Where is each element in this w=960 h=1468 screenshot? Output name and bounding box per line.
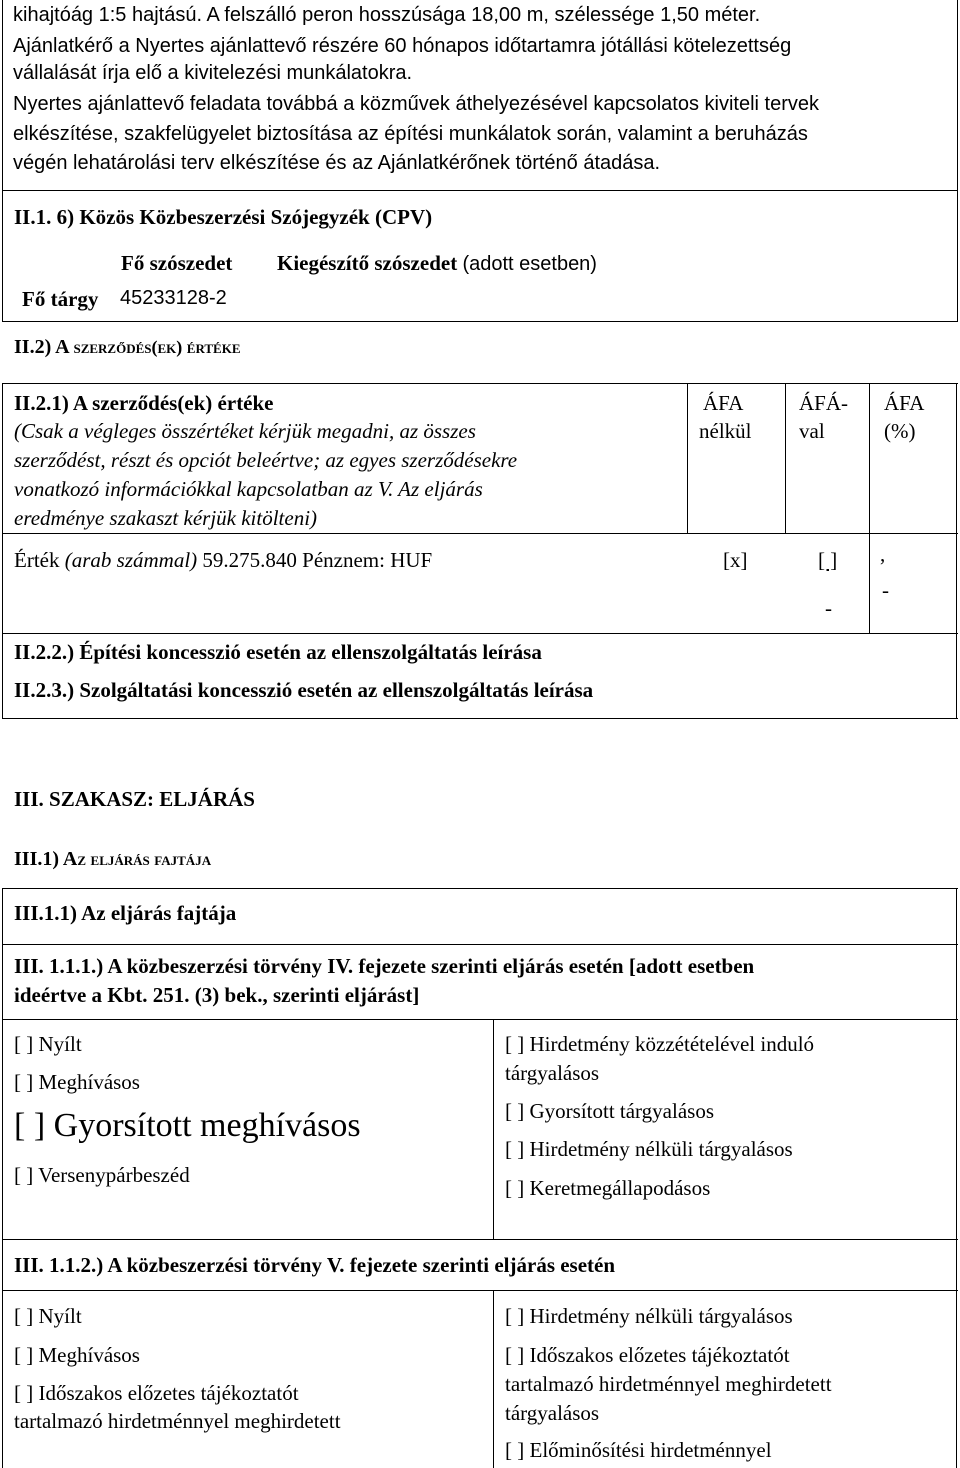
afa-pct-dash: - <box>882 578 889 602</box>
col-afa-nelkul-2: nélkül <box>699 419 752 443</box>
part-v-col-divider <box>493 1290 494 1468</box>
v-option-restricted[interactable]: [ ] Meghívásos <box>14 1343 140 1367</box>
value-table-bottom <box>2 718 958 719</box>
option-open[interactable]: [ ] Nyílt <box>14 1032 82 1056</box>
section-2-2-prefix: II.2) A <box>14 336 74 358</box>
description-line: végén lehatárolási terv elkészítése és az Ajánlatkérőnek történő átadása. <box>13 152 661 174</box>
procedure-left <box>2 888 3 1468</box>
value-amount: 59.275.840 <box>202 548 297 572</box>
description-line: elkészítése, szakfelügyelet biztosítása az építési munkálatok során, valamint a beruházás <box>13 123 808 145</box>
v-option-periodic-notice-cont: tartalmazó hirdetménnyel meghirdetett <box>14 1409 341 1433</box>
value-table-top <box>2 383 958 384</box>
description-line: Nyertes ajánlattevő feladata továbbá a közművek áthelyezésével kapcsolatos kiviteli tervek <box>13 93 819 115</box>
v-option-periodic-notice[interactable]: [ ] Időszakos előzetes tájékoztatót <box>14 1381 299 1405</box>
supp-vocab-title: Kiegészítő szószedet <box>277 251 458 275</box>
value-table-left <box>2 383 3 719</box>
checkbox-afa-val[interactable]: [ ] <box>818 548 838 572</box>
option-competitive-dialogue[interactable]: [ ] Versenypárbeszéd <box>14 1163 190 1187</box>
description-line: Ajánlatkérő a Nyertes ajánlattevő részére 60 hónapos időtartamra jótállási kötelezettség <box>13 35 792 57</box>
checkbox-afa-nelkul[interactable]: [x] <box>723 548 748 572</box>
value-label-note: (arab számmal) <box>64 548 198 572</box>
col-afa-val-1: ÁFÁ- <box>799 391 849 415</box>
section-3-title: III. SZAKASZ: ELJÁRÁS <box>14 787 255 811</box>
row-divider-1 <box>2 533 958 534</box>
main-object-code: 45233128-2 <box>120 287 227 309</box>
col-divider-3 <box>869 383 870 633</box>
v-option-open[interactable]: [ ] Nyílt <box>14 1304 82 1328</box>
option-framework[interactable]: [ ] Keretmegállapodásos <box>505 1176 711 1200</box>
part-iv-options-top <box>2 1019 958 1020</box>
option-accelerated-negotiated[interactable]: [ ] Gyorsított tárgyalásos <box>505 1099 714 1123</box>
option-negotiated-with-notice[interactable]: [ ] Hirdetmény közzétételével induló <box>505 1032 815 1056</box>
v-option-negotiated-without-notice[interactable]: [ ] Hirdetmény nélküli tárgyalásos <box>505 1304 793 1328</box>
main-object-label: Fő tárgy <box>22 287 99 311</box>
value-note-line: (Csak a végleges összértéket kérjük megadni, az összes <box>14 419 476 443</box>
value-note-line: szerződést, részt és opciót beleértve; az egyes szerződésekre <box>14 448 518 472</box>
supp-vocab-label <box>277 251 597 276</box>
part-v-top <box>2 1239 958 1240</box>
section-3-1-prefix: III.1) A <box>14 848 78 870</box>
col-afa-pct-1: ÁFA <box>884 391 925 415</box>
cpv-heading: II.1. 6) Közös Közbeszerzési Szójegyzék (CPV) <box>14 205 433 229</box>
part-iv-top <box>2 944 958 945</box>
procedure-right <box>956 888 957 1468</box>
option-accelerated-restricted[interactable]: [ ] Gyorsított meghívásos <box>14 1107 361 1144</box>
col-divider-2 <box>785 383 786 533</box>
section-3-1-heading <box>14 848 211 871</box>
main-vocab-label: Fő szószedet <box>121 251 233 275</box>
v-option-periodic-negotiated-cont2: tárgyalásos <box>505 1401 600 1425</box>
option-negotiated-with-notice-cont: tárgyalásos <box>505 1061 600 1085</box>
service-concession: II.2.3.) Szolgáltatási koncesszió esetén az ellenszolgáltatás leírása <box>14 678 594 702</box>
part-v-options-top <box>2 1290 958 1291</box>
description-line: vállalását írja elő a kivitelezési munkálatokra. <box>13 62 413 84</box>
part-v-heading: III. 1.1.2.) A közbeszerzési törvény V. fejezete szerinti eljárás esetén <box>14 1253 616 1277</box>
part-iv-heading-line: III. 1.1.1.) A közbeszerzési törvény IV. fejezete szerinti eljárás esetén [adott esetben <box>14 954 755 978</box>
section-3-1-rest: z eljárás fajtája <box>77 849 212 869</box>
part-iv-col-divider <box>493 1019 494 1239</box>
value-note-line: eredménye szakaszt kérjük kitölteni) <box>14 506 318 530</box>
value-label: Érték <box>14 548 60 572</box>
works-concession: II.2.2.) Építési koncesszió esetén az ellenszolgáltatás leírása <box>14 640 542 664</box>
procedure-type-top <box>2 888 958 889</box>
currency-label: Pénznem: <box>302 548 385 572</box>
value-row <box>14 548 432 573</box>
value-table-right <box>956 383 957 719</box>
value-note-line: vonatkozó információkkal kapcsolatban az V. Az eljárás <box>14 477 483 501</box>
afa-val-dash: - <box>825 596 832 620</box>
supp-vocab-note: (adott esetben) <box>462 253 597 275</box>
col-afa-pct-2: (%) <box>884 419 916 443</box>
option-restricted[interactable]: [ ] Meghívásos <box>14 1070 140 1094</box>
col-divider-1 <box>687 383 688 533</box>
description-line: kihajtóág 1:5 hajtású. A felszálló peron hosszúsága 18,00 m, szélessége 1,50 méter. <box>13 4 761 26</box>
row-divider-2 <box>2 633 958 634</box>
part-iv-heading-line: ideértve a Kbt. 251. (3) bek., szerinti eljárást] <box>14 983 420 1007</box>
col-afa-val-2: val <box>799 419 825 443</box>
section-2-2-rest: szerződés(ek) értéke <box>73 337 241 357</box>
value-heading: II.2.1) A szerződés(ek) értéke <box>14 391 274 415</box>
col-afa-nelkul-1: ÁFA <box>703 391 744 415</box>
option-negotiated-without-notice[interactable]: [ ] Hirdetmény nélküli tárgyalásos <box>505 1137 793 1161</box>
afa-pct-comma: , <box>880 542 886 566</box>
currency: HUF <box>390 548 433 572</box>
v-option-periodic-negotiated-cont: tartalmazó hirdetménnyel meghirdetett <box>505 1372 832 1396</box>
v-option-prequalification[interactable]: [ ] Előminősítési hirdetménnyel <box>505 1438 772 1462</box>
v-option-periodic-negotiated[interactable]: [ ] Időszakos előzetes tájékoztatót <box>505 1343 790 1367</box>
procedure-type-heading: III.1.1) Az eljárás fajtája <box>14 901 237 925</box>
section-2-2-heading <box>14 336 241 359</box>
